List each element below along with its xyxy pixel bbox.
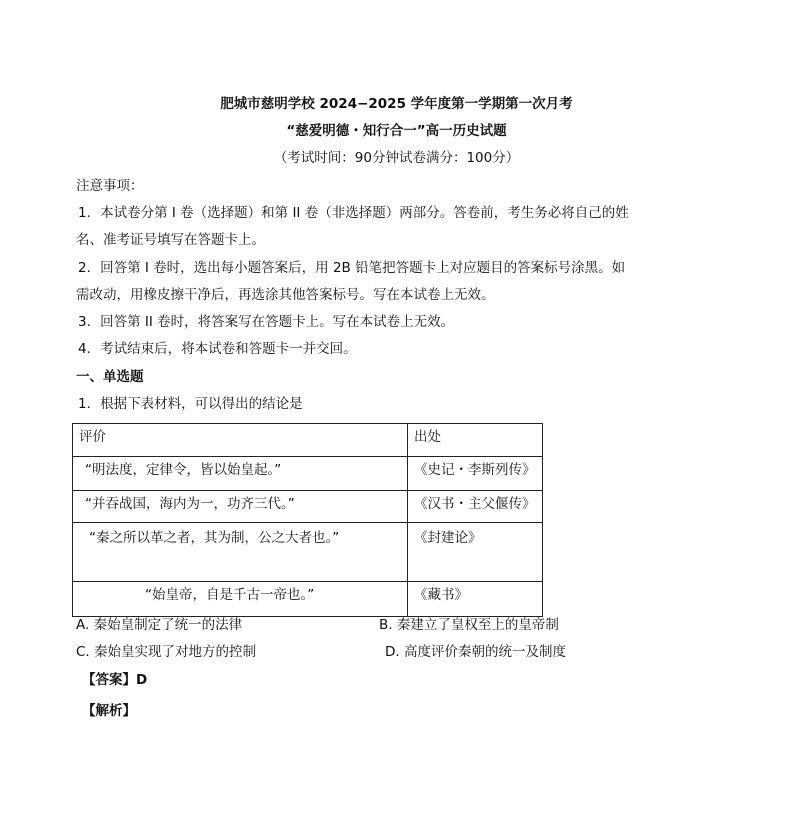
notice-line: 2．回答第 I 卷时，选出每小题答案后，用 2B 铅笔把答题卡上对应题目的答案标号涂黑。如 xyxy=(78,260,626,276)
table-cell-source: 《藏书》 xyxy=(408,582,543,617)
option-d: D. 高度评价秦朝的统一及制度 xyxy=(385,644,566,660)
table-cell-source: 《汉书・主父偃传》 xyxy=(408,491,543,523)
table-cell-quote: “秦之所以革之者，其为制，公之大者也。” xyxy=(73,523,408,582)
table-cell-source: 《封建论》 xyxy=(408,523,543,582)
table-cell-quote: “始皇帝，自是千古一帝也。” xyxy=(73,582,408,617)
notice-line: 需改动，用橡皮擦干净后，再选涂其他答案标号。写在本试卷上无效。 xyxy=(76,287,495,303)
table-cell-source: 《史记・李斯列传》 xyxy=(408,457,543,491)
question-stem: 1．根据下表材料，可以得出的结论是 xyxy=(78,396,303,412)
table-row xyxy=(73,523,543,582)
source-table xyxy=(72,423,543,617)
notice-line: 4．考试结束后，将本试卷和答题卡一并交回。 xyxy=(78,341,357,357)
option-b: B. 秦建立了皇权至上的皇帝制 xyxy=(379,617,559,633)
section-heading: 一、单选题 xyxy=(76,369,144,385)
option-c: C. 秦始皇实现了对地方的控制 xyxy=(76,644,257,660)
notice-line: 名、准考证号填写在答题卡上。 xyxy=(76,232,265,248)
table-header-cell: 评价 xyxy=(73,424,408,457)
table-cell-quote: “明法度，定律令，皆以始皇起。” xyxy=(73,457,408,491)
answer-label: 【答案】D xyxy=(82,672,148,688)
table-header-row xyxy=(73,424,543,457)
notice-heading: 注意事项： xyxy=(76,178,144,194)
table-row xyxy=(73,491,543,523)
exam-info: （考试时间：90分钟试卷满分：100分） xyxy=(273,150,520,166)
table-row xyxy=(73,582,543,617)
table-cell-quote: “并吞战国，海内为一，功齐三代。” xyxy=(73,491,408,523)
exam-subtitle: “慈爱明德・知行合一”高一历史试题 xyxy=(286,123,507,139)
notice-line: 3．回答第 II 卷时，将答案写在答题卡上。写在本试卷上无效。 xyxy=(78,314,455,330)
analysis-label: 【解析】 xyxy=(82,703,136,719)
notice-line: 1．本试卷分第 I 卷（选择题）和第 II 卷（非选择题）两部分。答卷前，考生务必将自己的姓 xyxy=(78,205,629,221)
table-row xyxy=(73,457,543,491)
exam-title: 肥城市慈明学校 2024−2025 学年度第一学期第一次月考 xyxy=(220,96,573,112)
table-header-cell: 出处 xyxy=(408,424,543,457)
option-a: A. 秦始皇制定了统一的法律 xyxy=(76,617,243,633)
